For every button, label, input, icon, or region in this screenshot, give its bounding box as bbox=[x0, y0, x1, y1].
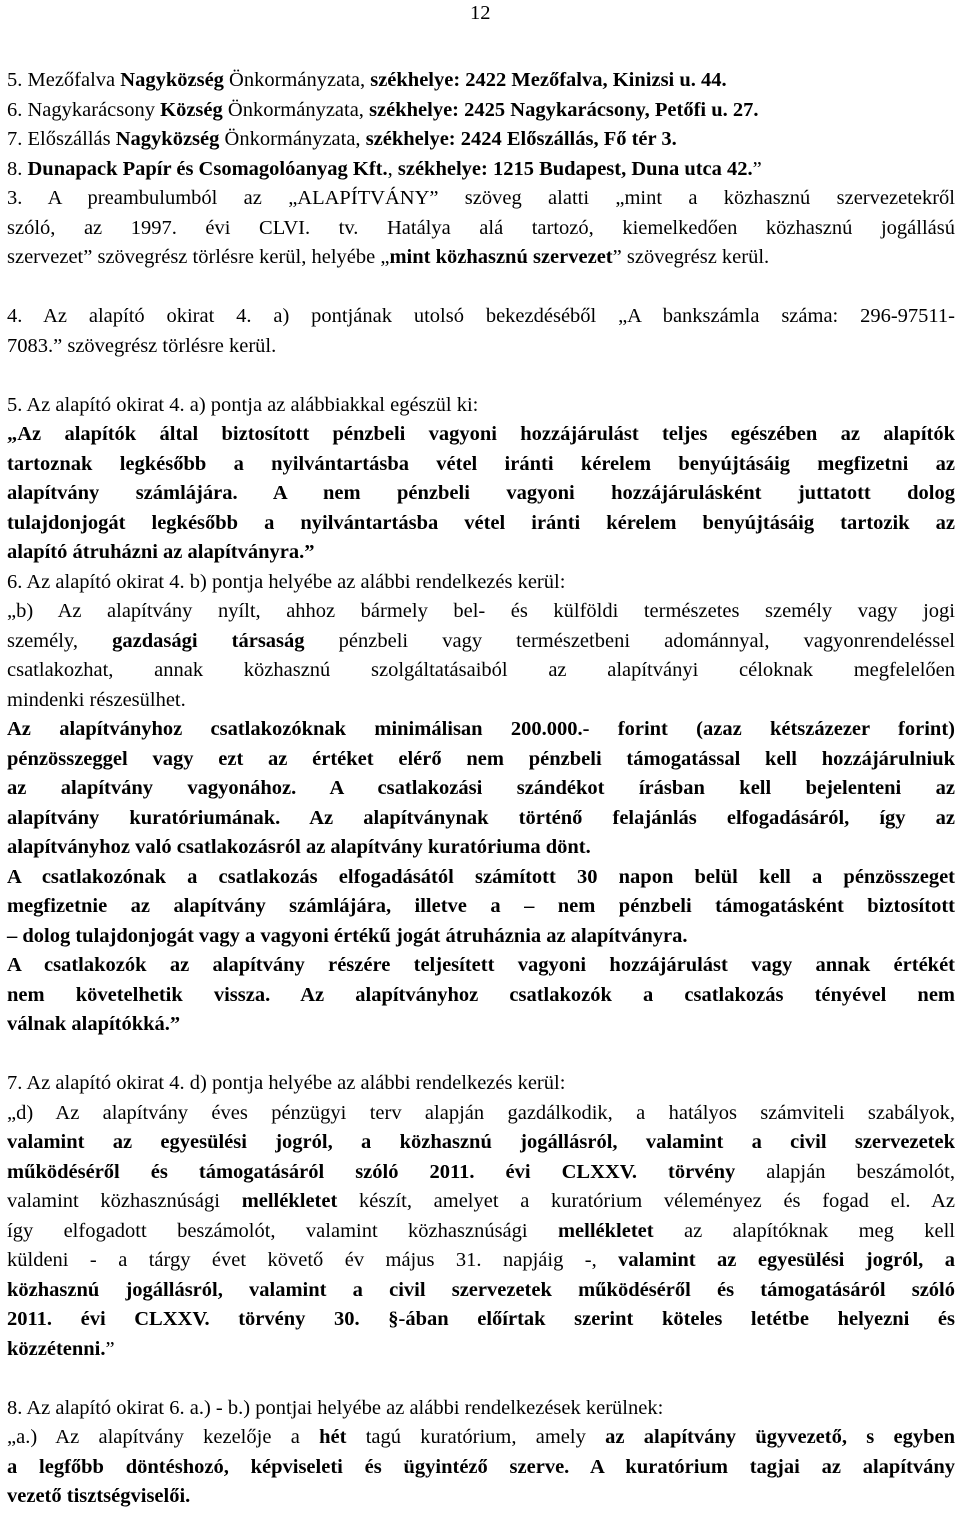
paragraph-6-bold-line-8: – dolog tulajdonjogát vagy a vagyoni értékű jogát átruháznia az alapítványra. bbox=[7, 924, 688, 947]
paragraph-6-intro: 6. Az alapító okirat 4. b) pontja helyébe az alábbi rendelkezés kerül: bbox=[7, 570, 566, 593]
spacer bbox=[7, 361, 955, 391]
text-run: Önkormányzata, bbox=[222, 98, 370, 121]
paragraph-7-line-2 bbox=[7, 1128, 955, 1158]
text-run: az alapítóknak meg kell bbox=[653, 1219, 955, 1242]
bold-run: székhelye: 1215 Budapest, Duna utca 42. bbox=[397, 157, 753, 180]
document-body bbox=[7, 66, 955, 1512]
paragraph-7-line-4 bbox=[7, 1187, 955, 1217]
bold-run: valamint az egyesülési jogról, a bbox=[618, 1249, 955, 1271]
text-run: „d) Az alapítvány éves pénzügyi terv alapján gazdálkodik, a hatályos számviteli szabályok, bbox=[7, 1101, 955, 1124]
bold-run: Község bbox=[160, 98, 223, 121]
text-run: „a.) Az alapítvány kezelője a bbox=[7, 1426, 320, 1448]
paragraph-5-line-5: alapító átruházni az alapítványra.” bbox=[7, 541, 315, 563]
paragraph-7-line-3 bbox=[7, 1158, 955, 1188]
paragraph-7-line-8 bbox=[7, 1305, 955, 1335]
text-run: , bbox=[387, 157, 398, 180]
paragraph-7-line-1 bbox=[7, 1099, 955, 1129]
paragraph-6-bold-line-3: az alapítvány vagyonához. A csatlakozási szándékot írásban kell bejelenteni az bbox=[7, 777, 955, 799]
text-run: valamint közhasznúsági bbox=[7, 1190, 242, 1212]
paragraph-6-bold-line-1: Az alapítványhoz csatlakozóknak minimálisan 200.000.- forint (azaz kétszázezer forint) bbox=[7, 718, 955, 740]
paragraph-7-line-7 bbox=[7, 1276, 955, 1306]
text-run: készít, amelyet a kuratórium véleményez és fogad el. Az bbox=[337, 1190, 955, 1212]
paragraph-6-bold-line-10: nem követelhetik vissza. Az alapítványhoz csatlakozók a csatlakozás tényével nem bbox=[7, 983, 955, 1006]
text-run: 7. Előszállás bbox=[7, 128, 116, 150]
paragraph-6-line-4: mindenki részesülhet. bbox=[7, 688, 186, 711]
paragraph-3-line-3-post: ” szövegrész kerül. bbox=[612, 246, 770, 268]
bold-run: hét bbox=[319, 1426, 347, 1448]
paragraph-8 bbox=[7, 1394, 955, 1512]
text-run: 8. bbox=[7, 157, 28, 180]
spacer bbox=[7, 1040, 955, 1070]
bold-run: működéséről és támogatásáról szóló 2011. évi CLXXV. törvény bbox=[7, 1160, 736, 1183]
text-run: így elfogadott beszámolót, valamint közhasznúsági bbox=[7, 1219, 558, 1242]
bold-run: 2011. évi CLXXV. törvény 30. §-ában előírtak szerint köteles letétbe helyezni és bbox=[7, 1308, 955, 1330]
paragraph-5 bbox=[7, 391, 955, 568]
bold-run: székhelye: 2422 Mezőfalva, Kinizsi u. 44. bbox=[370, 69, 727, 91]
paragraph-5-intro: 5. Az alapító okirat 4. a) pontja az alábbiakkal egészül ki: bbox=[7, 393, 479, 416]
paragraph-3-line-3 bbox=[7, 243, 955, 273]
bold-run: Nagyközség bbox=[120, 69, 224, 91]
entry-6 bbox=[7, 96, 955, 126]
bold-run: mellékletet bbox=[557, 1219, 654, 1242]
paragraph-7-intro: 7. Az alapító okirat 4. d) pontja helyébe az alábbi rendelkezés kerül: bbox=[7, 1072, 566, 1094]
text-run: ” bbox=[105, 1337, 115, 1360]
paragraph-6-bold-line-2: pénzösszeggel vagy ezt az értéket elérő nem pénzbeli támogatással kell hozzájárulniuk bbox=[7, 747, 955, 770]
paragraph-4-line-1: 4. Az alapító okirat 4. a) pontjának utolsó bekezdéséből „A bankszámla száma: 296-97511- bbox=[7, 305, 955, 327]
paragraph-5-line-4: tulajdonjogát legkésőbb a nyilvántartásba vétel iránti kérelem benyújtásáig tartozik az bbox=[7, 511, 955, 534]
paragraph-6-bold-line-7: megfizetnie az alapítvány számlájára, illetve a – nem pénzbeli támogatásként biztosított bbox=[7, 895, 955, 917]
text-run: 5. Mezőfalva bbox=[7, 69, 121, 91]
bold-run: valamint az egyesülési jogról, a közhasznú jogállásról, valamint a civil szervezetek bbox=[7, 1131, 955, 1153]
text-run: küldeni - a tárgy évet követő év május 31. napjáig -, bbox=[7, 1249, 619, 1271]
text-run: 6. Nagykarácsony bbox=[7, 98, 161, 121]
spacer bbox=[7, 1364, 955, 1394]
paragraph-6-line-1: „b) Az alapítvány nyílt, ahhoz bármely bel- és külföldi természetes személy vagy jogi bbox=[7, 600, 955, 622]
paragraph-6-line-2 bbox=[7, 627, 955, 657]
entry-7 bbox=[7, 125, 955, 155]
paragraph-6-bold-phrase: gazdasági társaság bbox=[112, 629, 305, 652]
entry-8 bbox=[7, 155, 955, 185]
paragraph-3-line-1: 3. A preambulumból az „ALAPÍTVÁNY” szöveg alatti „mint a közhasznú szervezetekről bbox=[7, 187, 955, 209]
bold-run: vezető tisztségviselői. bbox=[7, 1485, 191, 1507]
text-run: Önkormányzata, bbox=[223, 69, 371, 91]
bold-run: Nagyközség bbox=[115, 128, 220, 150]
paragraph-8-line-3 bbox=[7, 1482, 955, 1512]
paragraph-5-line-2: tartoznak legkésőbb a nyilvántartásba vétel iránti kérelem benyújtásáig megfizetni az bbox=[7, 452, 955, 475]
text-run: tagú kuratórium, amely bbox=[346, 1426, 606, 1448]
paragraph-6-bold-line-5: alapítványhoz való csatlakozásról az alapítvány kuratóriuma dönt. bbox=[7, 836, 591, 858]
paragraph-5-line-1: „Az alapítók által biztosított pénzbeli vagyoni hozzájárulást teljes egészében az alapítók bbox=[7, 423, 955, 445]
paragraph-6-line-3: csatlakozhat, annak közhasznú szolgáltatásaiból az alapítványi céloknak megfelelően bbox=[7, 659, 955, 681]
paragraph-8-line-2 bbox=[7, 1453, 955, 1483]
paragraph-6-bold-line-11: válnak alapítókká.” bbox=[7, 1013, 181, 1035]
paragraph-7-line-6 bbox=[7, 1246, 955, 1276]
text-run: Önkormányzata, bbox=[219, 128, 366, 150]
entries-list bbox=[7, 66, 955, 184]
bold-run: mellékletet bbox=[241, 1190, 338, 1212]
paragraph-6-bold-line-6: A csatlakozónak a csatlakozás elfogadásától számított 30 napon belül kell a pénzösszeget bbox=[7, 865, 955, 888]
paragraph-4 bbox=[7, 302, 955, 361]
text-run: alapján beszámolót, bbox=[735, 1160, 955, 1183]
bold-run: az alapítvány ügyvezető, s egyben bbox=[605, 1426, 955, 1448]
paragraph-5-line-3: alapítvány számlájára. A nem pénzbeli vagyoni hozzájárulásként juttatott dolog bbox=[7, 482, 955, 504]
paragraph-3-line-3-pre: szervezet” szövegrész törlésre kerül, helyébe „ bbox=[7, 246, 390, 268]
bold-run: székhelye: 2425 Nagykarácsony, Petőfi u. 27. bbox=[369, 98, 759, 121]
paragraph-8-intro: 8. Az alapító okirat 6. a.) - b.) pontjai helyébe az alábbi rendelkezések kerülnek: bbox=[7, 1396, 664, 1419]
paragraph-4-line-2: 7083.” szövegrész törlésre kerül. bbox=[7, 334, 277, 357]
paragraph-6-bold-line-4: alapítvány kuratóriumának. Az alapítványnak történő felajánlás elfogadásáról, így az bbox=[7, 806, 955, 829]
paragraph-7-line-9 bbox=[7, 1335, 955, 1365]
bold-run: közhasznú jogállásról, valamint a civil szervezetek működéséről és támogatásáról szóló bbox=[7, 1278, 955, 1301]
paragraph-6-line-2-pre: személy, bbox=[7, 629, 113, 652]
paragraph-3-bold-phrase: mint közhasznú szervezet bbox=[389, 246, 613, 268]
page-number: 12 bbox=[470, 2, 491, 24]
bold-run: Dunapack Papír és Csomagolóanyag Kft. bbox=[27, 157, 388, 180]
text-run: ” bbox=[752, 157, 762, 180]
entry-5 bbox=[7, 66, 955, 96]
paragraph-6-line-2-post: pénzbeli vagy természetbeni adománnyal, vagyonrendeléssel bbox=[304, 629, 955, 652]
bold-run: a legfőbb döntéshozó, képviseleti és ügyintéző szerve. A kuratórium tagjai az alapítvány bbox=[7, 1455, 955, 1478]
paragraph-8-line-1 bbox=[7, 1423, 955, 1453]
paragraph-6 bbox=[7, 568, 955, 1040]
paragraph-7 bbox=[7, 1069, 955, 1364]
paragraph-6-bold-line-9: A csatlakozók az alapítvány részére teljesített vagyoni hozzájárulást vagy annak értékét bbox=[7, 954, 955, 976]
bold-run: székhelye: 2424 Előszállás, Fő tér 3. bbox=[365, 128, 677, 150]
paragraph-7-line-5 bbox=[7, 1217, 955, 1247]
spacer bbox=[7, 273, 955, 303]
paragraph-3-line-2: szóló, az 1997. évi CLVI. tv. Hatálya alá tartozó, kiemelkedően közhasznú jogállású bbox=[7, 216, 955, 239]
bold-run: közzétenni. bbox=[7, 1337, 106, 1360]
paragraph-3 bbox=[7, 184, 955, 273]
